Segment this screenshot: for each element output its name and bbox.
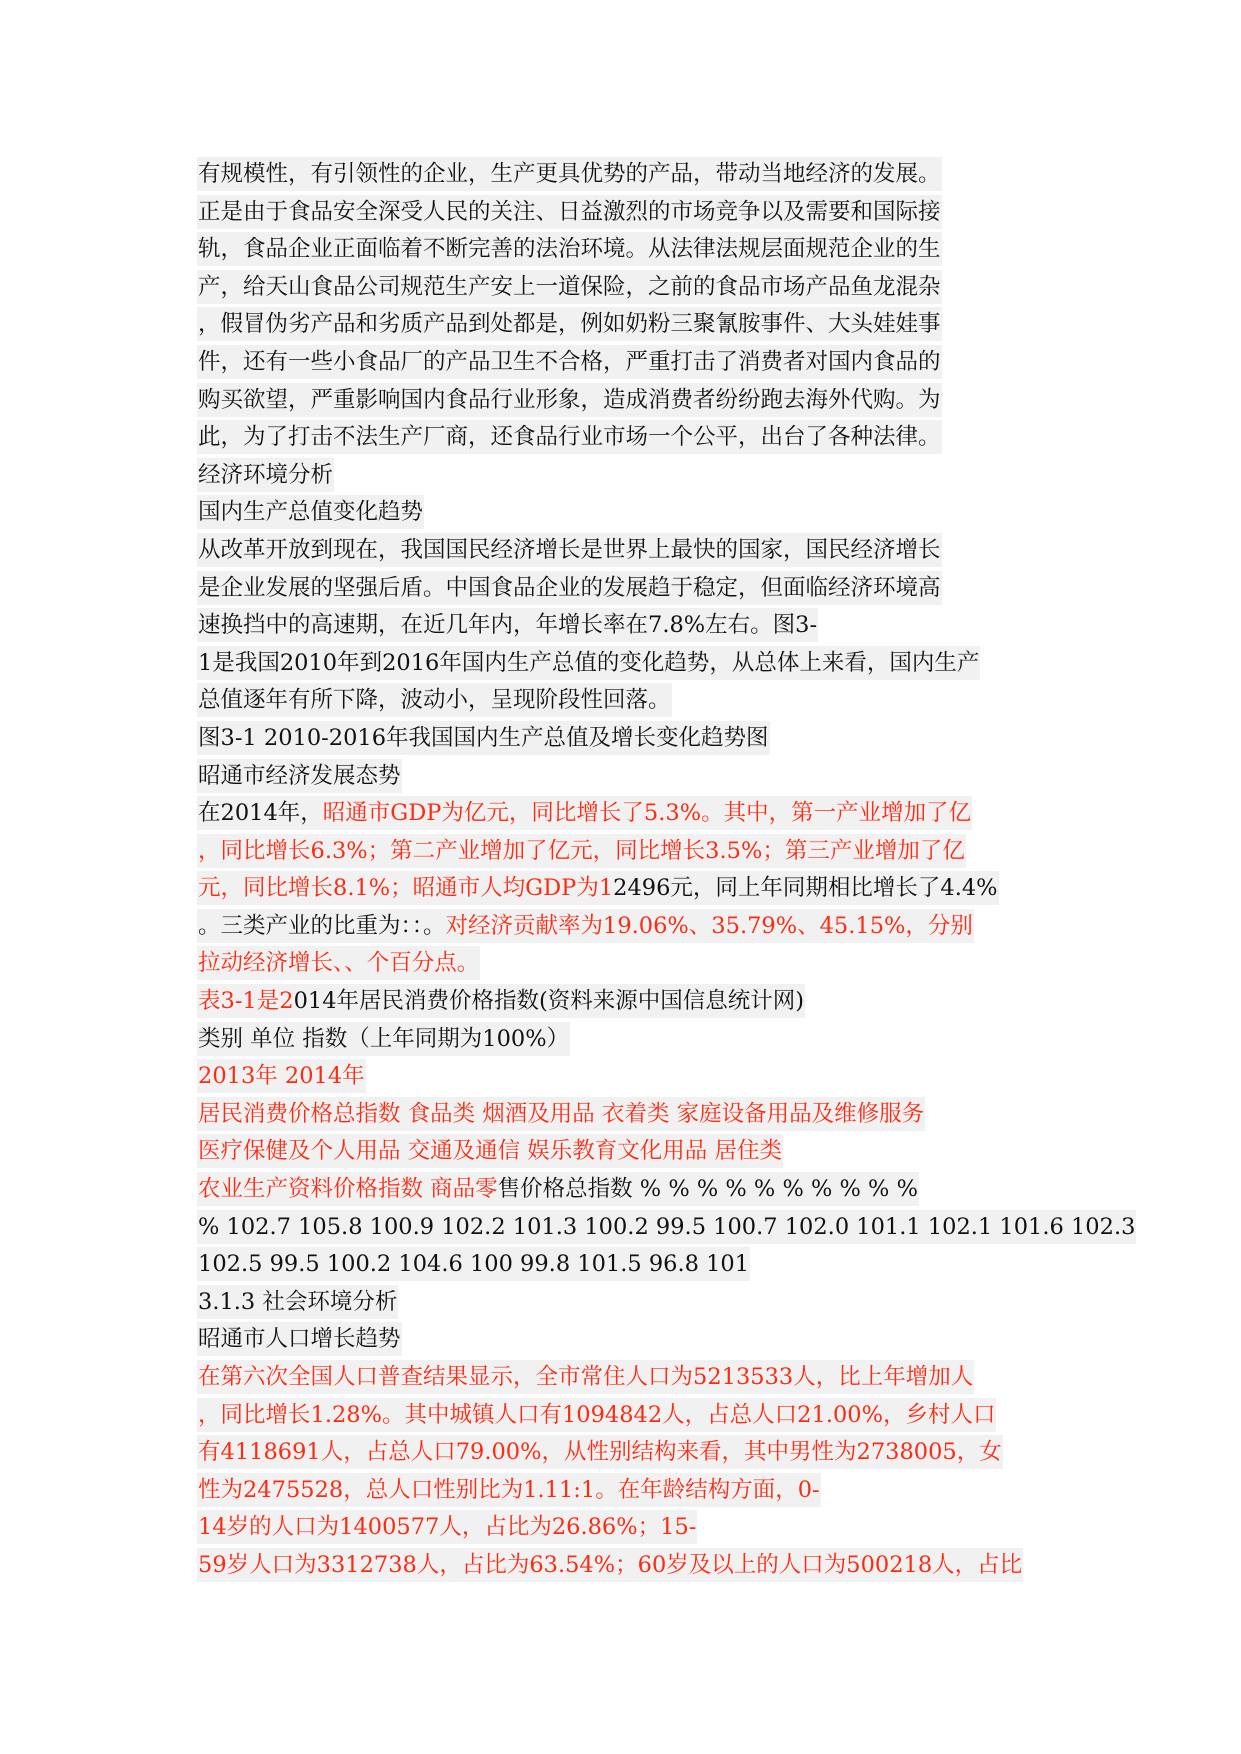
text-line [197, 908, 1057, 946]
line-highlight [197, 1360, 974, 1394]
line-highlight [197, 984, 805, 1018]
body-text: 类别 单位 指数（上年同期为100%） [198, 1025, 570, 1052]
line-highlight [197, 571, 942, 605]
line-highlight [197, 1510, 697, 1544]
text-line [197, 1021, 1057, 1059]
highlighted-text: 性为2475528，总人口性别比为1.11:1。在年龄结构方面，0- [198, 1476, 820, 1503]
body-text: 售价格总指数 % % % % % % % % % % [497, 1176, 918, 1203]
highlighted-text: 表3-1是2 [198, 988, 294, 1015]
text-line [197, 382, 1057, 420]
text-line [197, 1547, 1057, 1585]
body-text: 正是由于食品安全深受人民的关注、日益激烈的市场竞争以及需要和国际接 [198, 198, 941, 225]
body-text: 102.5 99.5 100.2 104.6 100 99.8 101.5 96.8 101 [198, 1251, 750, 1278]
text-line [197, 720, 1057, 758]
text-line [197, 194, 1057, 232]
text-line [197, 1321, 1057, 1359]
line-highlight [197, 270, 942, 304]
text-line [197, 607, 1057, 645]
text-line [197, 645, 1057, 683]
line-highlight [197, 1097, 925, 1131]
line-highlight [197, 834, 966, 868]
text-line [197, 870, 1057, 908]
body-text: 是企业发展的坚强后盾。中国食品企业的发展趋于稳定，但面临经济环境高 [198, 574, 941, 601]
highlighted-text: ，同比增长6.3%；第二产业增加了亿元，同比增长3.5%；第三产业增加了亿 [198, 837, 965, 864]
line-highlight [197, 946, 480, 980]
text-line [197, 532, 1057, 570]
line-highlight [197, 420, 942, 454]
body-text: 2496元，同上年同期相比增长了4.4% [613, 875, 998, 902]
line-highlight [197, 909, 974, 943]
line-highlight [197, 1548, 1023, 1582]
text-line [197, 1397, 1057, 1435]
body-text: 购买欲望，严重影响国内食品行业形象，造成消费者纷纷跑去海外代购。为 [198, 386, 941, 413]
body-text: ，假冒伪劣产品和劣质产品到处都是，例如奶粉三聚氰胺事件、大头娃娃事 [198, 311, 941, 338]
text-line [197, 983, 1057, 1021]
line-highlight [197, 721, 770, 755]
body-text: 1是我国2010年到2016年国内生产总值的变化趋势，从总体上来看，国内生产 [198, 649, 980, 676]
line-highlight [197, 608, 818, 642]
body-text: 件，还有一些小食品厂的产品卫生不合格，严重打击了消费者对国内食品的 [198, 348, 941, 375]
body-text: 有规模性，有引领性的企业，生产更具优势的产品，带动当地经济的发展。 [198, 161, 941, 187]
text-line [197, 419, 1057, 457]
text-line [197, 833, 1057, 871]
text-line [197, 1359, 1057, 1397]
text-line [197, 494, 1057, 532]
highlighted-text: 对经济贡献率为19.06%、35.79%、45.15%，分别 [445, 912, 973, 939]
line-highlight [197, 1285, 398, 1319]
text-line [197, 1434, 1057, 1472]
text-line [197, 795, 1057, 833]
highlighted-text: 有4118691人，占总人口79.00%，从性别结构来看，其中男性为2738005，女 [198, 1439, 1002, 1466]
line-highlight [197, 345, 942, 379]
highlighted-text: 59岁人口为3312738人，占比为63.54%；60岁及以上的人口为500218人，占比 [198, 1551, 1023, 1578]
line-highlight [197, 1022, 570, 1056]
highlighted-text: 昭通市GDP为亿元，同比增长了5.3%。其中，第一产业增加了亿 [322, 800, 972, 827]
text-line [197, 1171, 1057, 1209]
body-text: 产，给天山食品公司规范生产安上一道保险，之前的食品市场产品鱼龙混杂 [198, 273, 941, 300]
body-text: 图3-1 2010-2016年我国国内生产总值及增长变化趋势图 [198, 724, 769, 751]
document-body [197, 156, 1136, 1585]
body-text: 轨，食品企业正面临着不断完善的法治环境。从法律法规层面规范企业的生 [198, 236, 941, 263]
line-highlight [197, 646, 980, 680]
line-highlight [197, 533, 942, 567]
line-highlight [197, 1435, 1003, 1469]
body-text: 3.1.3 社会环境分析 [198, 1288, 398, 1315]
line-highlight [197, 1473, 821, 1507]
text-line [197, 457, 1057, 495]
highlighted-text: 2013年 2014年 [198, 1063, 365, 1090]
line-highlight [197, 683, 672, 717]
body-text: 经济环境分析 [198, 461, 334, 488]
text-line [197, 1133, 1057, 1171]
line-highlight [197, 1172, 919, 1206]
text-line [197, 1284, 1057, 1322]
highlighted-text: ，同比增长1.28%。其中城镇人口有1094842人，占总人口21.00%，乡村人口 [198, 1401, 996, 1428]
text-line [197, 1209, 1136, 1247]
text-line [197, 1246, 1057, 1284]
line-highlight [197, 458, 334, 492]
text-line [197, 1472, 1057, 1510]
body-text: 此，为了打击不法生产厂商，还食品行业市场一个公平，出台了各种法律。 [198, 424, 941, 451]
line-highlight [197, 495, 424, 529]
line-highlight [197, 759, 402, 793]
highlighted-text: 医疗保健及个人用品 交通及通信 娱乐教育文化用品 居住类 [198, 1138, 782, 1165]
line-highlight [197, 1398, 996, 1432]
text-line [197, 570, 1057, 608]
body-text: 014年居民消费价格指数(资料来源中国信息统计网) [293, 988, 805, 1015]
highlighted-text: 14岁的人口为1400577人，占比为26.86%；15- [198, 1514, 697, 1541]
text-line [197, 1096, 1057, 1134]
highlighted-text: 元，同比增长8.1%；昭通市人均GDP为1 [198, 875, 614, 902]
body-text: 从改革开放到现在，我国国民经济增长是世界上最快的国家，国民经济增长 [198, 536, 941, 563]
text-line [197, 306, 1057, 344]
highlighted-text: 拉动经济增长、、个百分点。 [198, 950, 480, 977]
text-line [197, 682, 1057, 720]
highlighted-text: 农业生产资料价格指数 商品零 [198, 1176, 498, 1203]
line-highlight [197, 1322, 402, 1356]
text-line [197, 1509, 1057, 1547]
text-line [197, 758, 1057, 796]
body-text: 在2014年， [198, 800, 323, 827]
body-text: % 102.7 105.8 100.9 102.2 101.3 100.2 99.5 100.7 102.0 101.1 102.1 101.6 102.3 [198, 1213, 1136, 1240]
line-highlight [197, 1134, 783, 1168]
line-highlight [197, 157, 942, 191]
line-highlight [197, 383, 942, 417]
line-highlight [197, 871, 999, 905]
line-highlight [197, 307, 942, 341]
body-text: 速换挡中的高速期，在近几年内，年增长率在7.8%左右。图3- [198, 612, 818, 639]
body-text: 昭通市经济发展态势 [198, 762, 401, 789]
text-line [197, 1058, 1057, 1096]
body-text: 总值逐年有所下降，波动小，呈现阶段性回落。 [198, 687, 671, 714]
text-line [197, 231, 1057, 269]
text-line [197, 945, 1057, 983]
text-line [197, 344, 1057, 382]
line-highlight [197, 1210, 1136, 1244]
highlighted-text: 在第六次全国人口普查结果显示，全市常住人口为5213533人，比上年增加人 [198, 1364, 974, 1390]
text-line [197, 269, 1057, 307]
line-highlight [197, 1059, 366, 1093]
body-text: 。三类产业的比重为：：。 [198, 912, 446, 939]
line-highlight [197, 232, 942, 266]
line-highlight [197, 796, 972, 830]
body-text: 国内生产总值变化趋势 [198, 499, 424, 526]
line-highlight [197, 195, 942, 229]
text-line [197, 156, 1057, 194]
line-highlight [197, 1247, 750, 1281]
highlighted-text: 居民消费价格总指数 食品类 烟酒及用品 衣着类 家庭设备用品及维修服务 [198, 1100, 925, 1127]
body-text: 昭通市人口增长趋势 [198, 1326, 401, 1353]
